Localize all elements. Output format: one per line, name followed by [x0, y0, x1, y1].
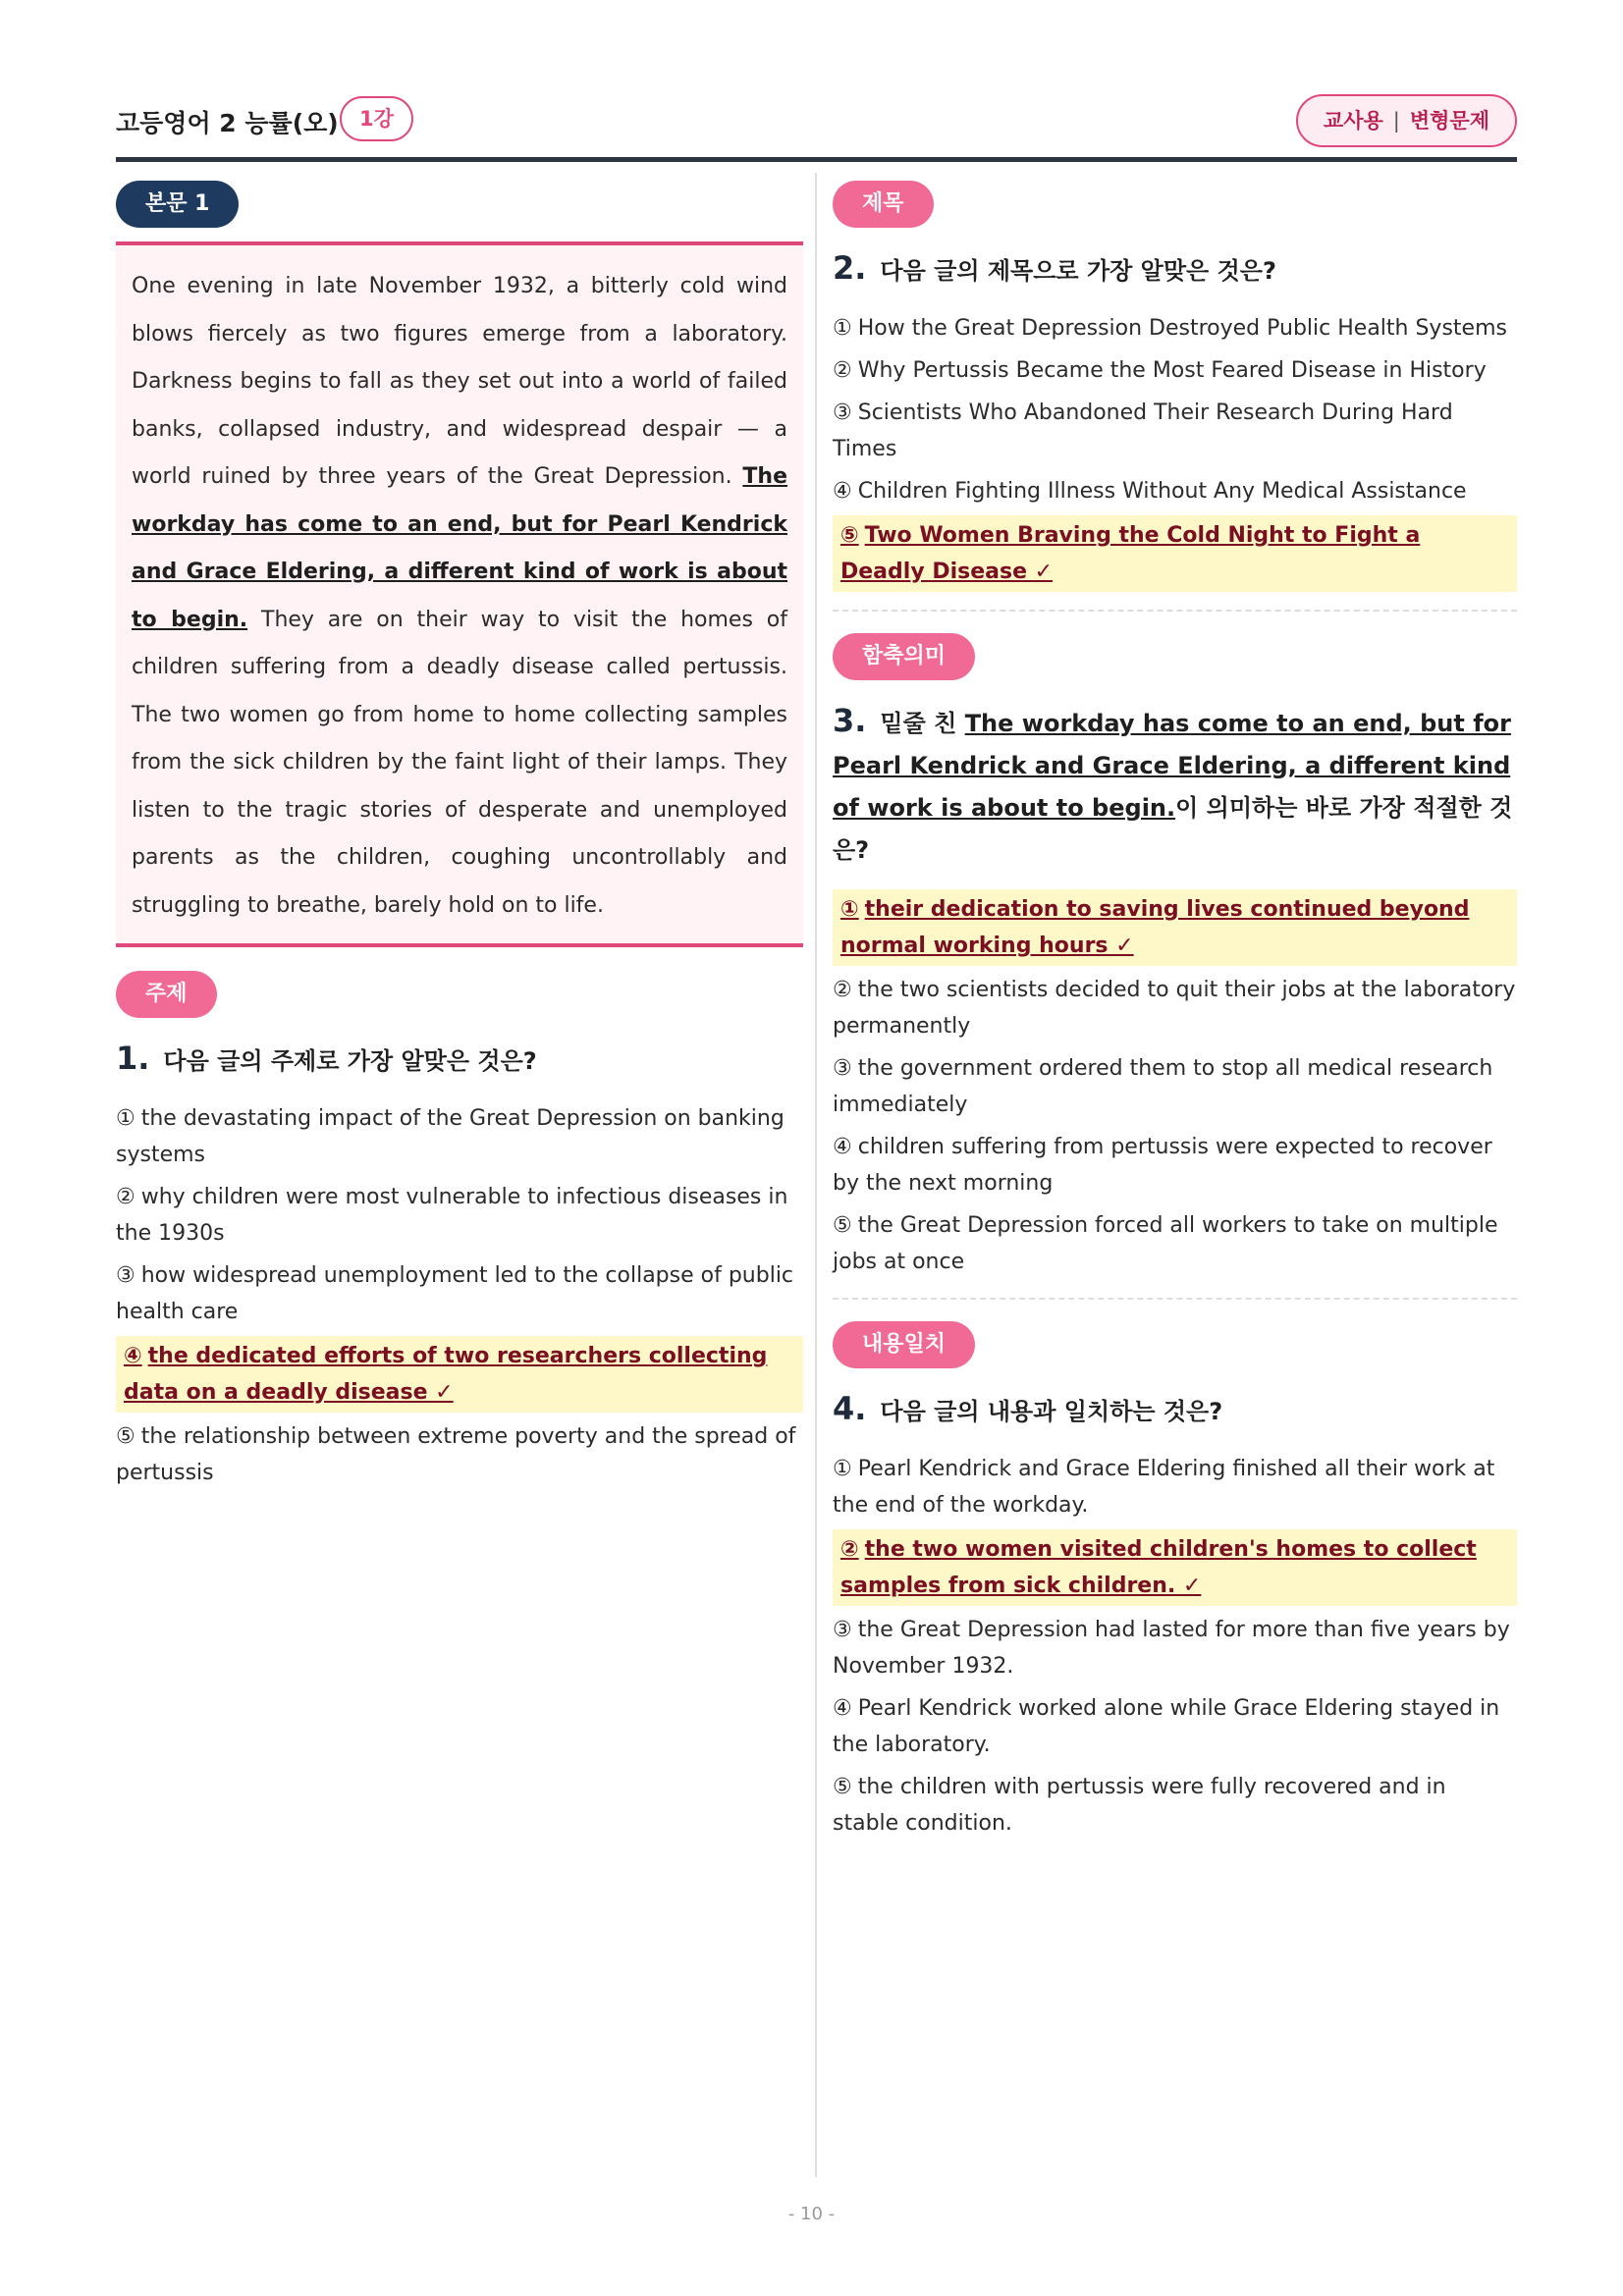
q3-option-2-marker: ② [833, 978, 852, 1002]
q2-option-2[interactable] [833, 352, 1517, 389]
passage-box [116, 241, 803, 947]
q2-option-2-text: Why Pertussis Became the Most Feared Disease in History [857, 358, 1487, 383]
q2-option-1[interactable] [833, 310, 1517, 347]
q3-heading [833, 700, 1517, 872]
left-column [116, 181, 803, 1497]
q1-option-3-marker: ③ [116, 1263, 135, 1288]
q3-option-4-text: children suffering from pertussis were expected to recover by the next morning [833, 1135, 1492, 1196]
q1-option-1-text: the devastating impact of the Great Depression on banking systems [116, 1106, 784, 1167]
q2-option-4[interactable] [833, 473, 1517, 509]
q1-option-5-marker: ⑤ [116, 1424, 135, 1449]
q4-option-4-text: Pearl Kendrick worked alone while Grace Eldering stayed in the laboratory. [833, 1696, 1500, 1757]
q1-heading [116, 1038, 803, 1083]
q3-option-3-marker: ③ [833, 1056, 852, 1081]
q1-option-5-text: the relationship between extreme poverty and the spread of pertussis [116, 1424, 796, 1485]
q1-option-1[interactable] [116, 1100, 803, 1173]
q1-option-5[interactable] [116, 1418, 803, 1491]
edition-badge-separator: | [1392, 109, 1400, 133]
q1-option-4-answer[interactable] [116, 1336, 803, 1413]
q4-option-1-text: Pearl Kendrick and Grace Eldering finished all their work at the end of the workday. [833, 1457, 1495, 1518]
q3-option-3[interactable] [833, 1050, 1517, 1123]
q3-number: 3. [833, 702, 867, 739]
q2-number: 2. [833, 249, 867, 287]
passage-text-after: They are on their way to visit the homes of children suffering from a deadly disease called pertussis. The two women go from home to home collecting samples from the sick children by the faint light of their lamps. They listen to the tragic stories of desperate and unemployed parents as the children, coughing uncontrollably and struggling to breathe, barely hold on to life. [132, 607, 787, 918]
q4-option-2-marker: ② [840, 1537, 859, 1562]
page-header [116, 94, 1517, 162]
column-divider [815, 173, 817, 2177]
q2-option-1-marker: ① [833, 316, 852, 341]
q1-option-3[interactable] [116, 1257, 803, 1330]
q2-option-5-answer[interactable] [833, 515, 1517, 592]
q1-tag: 주제 [116, 971, 217, 1018]
q1-prompt: 다음 글의 주제로 가장 알맞은 것은? [163, 1047, 537, 1075]
q4-option-5[interactable] [833, 1769, 1517, 1842]
q2-option-3-text: Scientists Who Abandoned Their Research During Hard Times [833, 400, 1453, 461]
q4-option-4[interactable] [833, 1690, 1517, 1763]
section-separator [833, 1298, 1517, 1300]
q3-option-4[interactable] [833, 1129, 1517, 1201]
lesson-badge: 1강 [340, 96, 413, 141]
section-separator [833, 610, 1517, 612]
right-column [833, 181, 1517, 1847]
q3-option-4-marker: ④ [833, 1135, 852, 1159]
q4-option-1-marker: ① [833, 1457, 852, 1481]
q1-option-2[interactable] [116, 1179, 803, 1252]
q1-option-1-marker: ① [116, 1106, 135, 1131]
q3-option-1-answer[interactable] [833, 889, 1517, 966]
edition-badge-right: 변형문제 [1409, 109, 1489, 133]
q3-option-5[interactable] [833, 1207, 1517, 1280]
q3-option-3-text: the government ordered them to stop all medical research immediately [833, 1056, 1493, 1117]
q4-option-2-answer[interactable] [833, 1529, 1517, 1606]
q2-prompt: 다음 글의 제목으로 가장 알맞은 것은? [880, 257, 1276, 285]
q4-prompt: 다음 글의 내용과 일치하는 것은? [880, 1398, 1223, 1425]
q4-option-5-text: the children with pertussis were fully recovered and in stable condition. [833, 1775, 1446, 1836]
q4-option-3-text: the Great Depression had lasted for more than five years by November 1932. [833, 1618, 1510, 1679]
page-number: - 10 - [787, 2204, 836, 2224]
q4-option-5-marker: ⑤ [833, 1775, 852, 1799]
q4-option-1[interactable] [833, 1451, 1517, 1523]
q1-number: 1. [116, 1040, 150, 1077]
q2-option-3-marker: ③ [833, 400, 852, 425]
q1-option-2-marker: ② [116, 1185, 135, 1209]
edition-badge-left: 교사용 [1323, 109, 1383, 133]
q2-option-4-text: Children Fighting Illness Without Any Medical Assistance [857, 479, 1467, 504]
q1-option-2-text: why children were most vulnerable to infectious diseases in the 1930s [116, 1185, 788, 1246]
edition-badge [1296, 94, 1517, 147]
q1-option-4-marker: ④ [124, 1344, 142, 1368]
q4-tag: 내용일치 [833, 1321, 975, 1368]
q4-option-4-marker: ④ [833, 1696, 852, 1721]
q3-option-2-text: the two scientists decided to quit their jobs at the laboratory permanently [833, 978, 1516, 1039]
book-title: 고등영어 2 능률(오) [116, 109, 339, 137]
q4-option-3-marker: ③ [833, 1618, 852, 1642]
q2-option-1-text: How the Great Depression Destroyed Public Health Systems [857, 316, 1507, 341]
q3-prompt-prefix: 밑줄 친 [880, 710, 965, 737]
passage-text [132, 263, 787, 930]
q3-option-5-marker: ⑤ [833, 1213, 852, 1238]
q4-heading [833, 1388, 1517, 1433]
passage-tag: 본문 1 [116, 181, 239, 228]
q4-option-3[interactable] [833, 1612, 1517, 1684]
q2-option-3[interactable] [833, 395, 1517, 467]
q4-number: 4. [833, 1390, 867, 1427]
q3-option-1-text: their dedication to saving lives continued beyond normal working hours ✓ [840, 897, 1470, 958]
q3-prompt-underlined: The workday has come to an end, but for Pearl Kendrick and Grace Eldering, a different kind of work is about to begin. [833, 710, 1511, 822]
q3-prompt-suffix: 이 의미하는 바로 가장 적절한 것은? [833, 794, 1513, 864]
q3-option-2[interactable] [833, 972, 1517, 1044]
q2-heading [833, 247, 1517, 293]
q2-tag: 제목 [833, 181, 934, 228]
q1-option-3-text: how widespread unemployment led to the collapse of public health care [116, 1263, 794, 1324]
q1-option-4-text: the dedicated efforts of two researchers collecting data on a deadly disease ✓ [124, 1344, 768, 1405]
q4-option-2-text: the two women visited children's homes to collect samples from sick children. ✓ [840, 1537, 1477, 1598]
q3-tag: 함축의미 [833, 633, 975, 680]
q3-option-1-marker: ① [840, 897, 859, 922]
q2-option-5-text: Two Women Braving the Cold Night to Fight a Deadly Disease ✓ [840, 523, 1421, 584]
q3-option-5-text: the Great Depression forced all workers to take on multiple jobs at once [833, 1213, 1498, 1274]
q2-option-5-marker: ⑤ [840, 523, 859, 548]
q2-option-2-marker: ② [833, 358, 852, 383]
q2-option-4-marker: ④ [833, 479, 852, 504]
passage-text-before: One evening in late November 1932, a bitterly cold wind blows fiercely as two figures emerge from a laboratory. Darkness begins to fall as they set out into a world of failed banks, collapsed industry, and widespread despair — a world ruined by three years of the Great Depression. [132, 274, 787, 489]
passage-underlined-sentence: The workday has come to an end, but for Pearl Kendrick and Grace Eldering, a different kind of work is about to begin. [132, 464, 787, 632]
